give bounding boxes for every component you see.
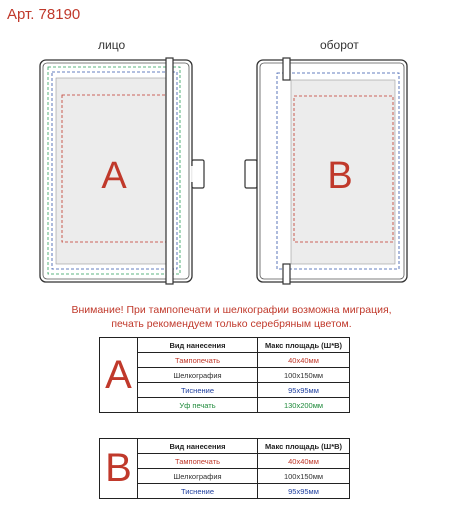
notebook-front-diagram bbox=[30, 56, 220, 288]
front-side-label: лицо bbox=[98, 38, 126, 52]
notebook-back-diagram bbox=[236, 56, 436, 288]
pen-loop bbox=[192, 160, 204, 188]
table-a-size: 95х95мм bbox=[258, 383, 350, 398]
table-b-method: Тиснение bbox=[138, 484, 258, 499]
table-row bbox=[100, 353, 350, 368]
table-b-size: 100х150мм bbox=[258, 469, 350, 484]
table-row bbox=[100, 469, 350, 484]
table-b-header-size: Макс площадь (Ш*В) bbox=[258, 439, 350, 454]
table-a-zone-letter: A bbox=[100, 338, 138, 413]
back-side-label: оборот bbox=[320, 38, 359, 52]
table-row bbox=[100, 383, 350, 398]
back-zone-letter: B bbox=[327, 155, 353, 197]
back-elastic-top bbox=[283, 58, 290, 80]
table-b-header-row bbox=[100, 439, 350, 454]
table-b-size: 95х95мм bbox=[258, 484, 350, 499]
migration-notice bbox=[0, 303, 463, 331]
table-b-method: Тампопечать bbox=[138, 454, 258, 469]
table-a-size: 100х150мм bbox=[258, 368, 350, 383]
table-row bbox=[100, 368, 350, 383]
table-row bbox=[100, 484, 350, 499]
table-a-header-size: Макс площадь (Ш*В) bbox=[258, 338, 350, 353]
table-a-method: Уф печать bbox=[138, 398, 258, 413]
notice-line-2: печать рекомендуем только серебряным цветом. bbox=[111, 318, 352, 330]
table-a-size: 40х40мм bbox=[258, 353, 350, 368]
back-pen-loop bbox=[245, 160, 257, 188]
table-row bbox=[100, 454, 350, 469]
table-a-size: 130х200мм bbox=[258, 398, 350, 413]
table-row bbox=[100, 398, 350, 413]
print-methods-table-b bbox=[99, 438, 350, 499]
table-a-header-method: Вид нанесения bbox=[138, 338, 258, 353]
table-a-method: Шелкография bbox=[138, 368, 258, 383]
table-b-size: 40х40мм bbox=[258, 454, 350, 469]
article-number: Арт. 78190 bbox=[7, 6, 81, 23]
notice-line-1: Внимание! При тампопечати и шелкографии возможна миграция, bbox=[71, 304, 392, 316]
back-elastic-bottom bbox=[283, 264, 290, 284]
front-zone-letter: A bbox=[101, 155, 127, 197]
table-a-method: Тиснение bbox=[138, 383, 258, 398]
table-b-zone-letter: B bbox=[100, 439, 138, 499]
print-methods-table-a bbox=[99, 337, 350, 413]
table-b-method: Шелкография bbox=[138, 469, 258, 484]
table-a-method: Тампопечать bbox=[138, 353, 258, 368]
table-a-header-row bbox=[100, 338, 350, 353]
elastic-band bbox=[166, 58, 173, 284]
table-b-header-method: Вид нанесения bbox=[138, 439, 258, 454]
